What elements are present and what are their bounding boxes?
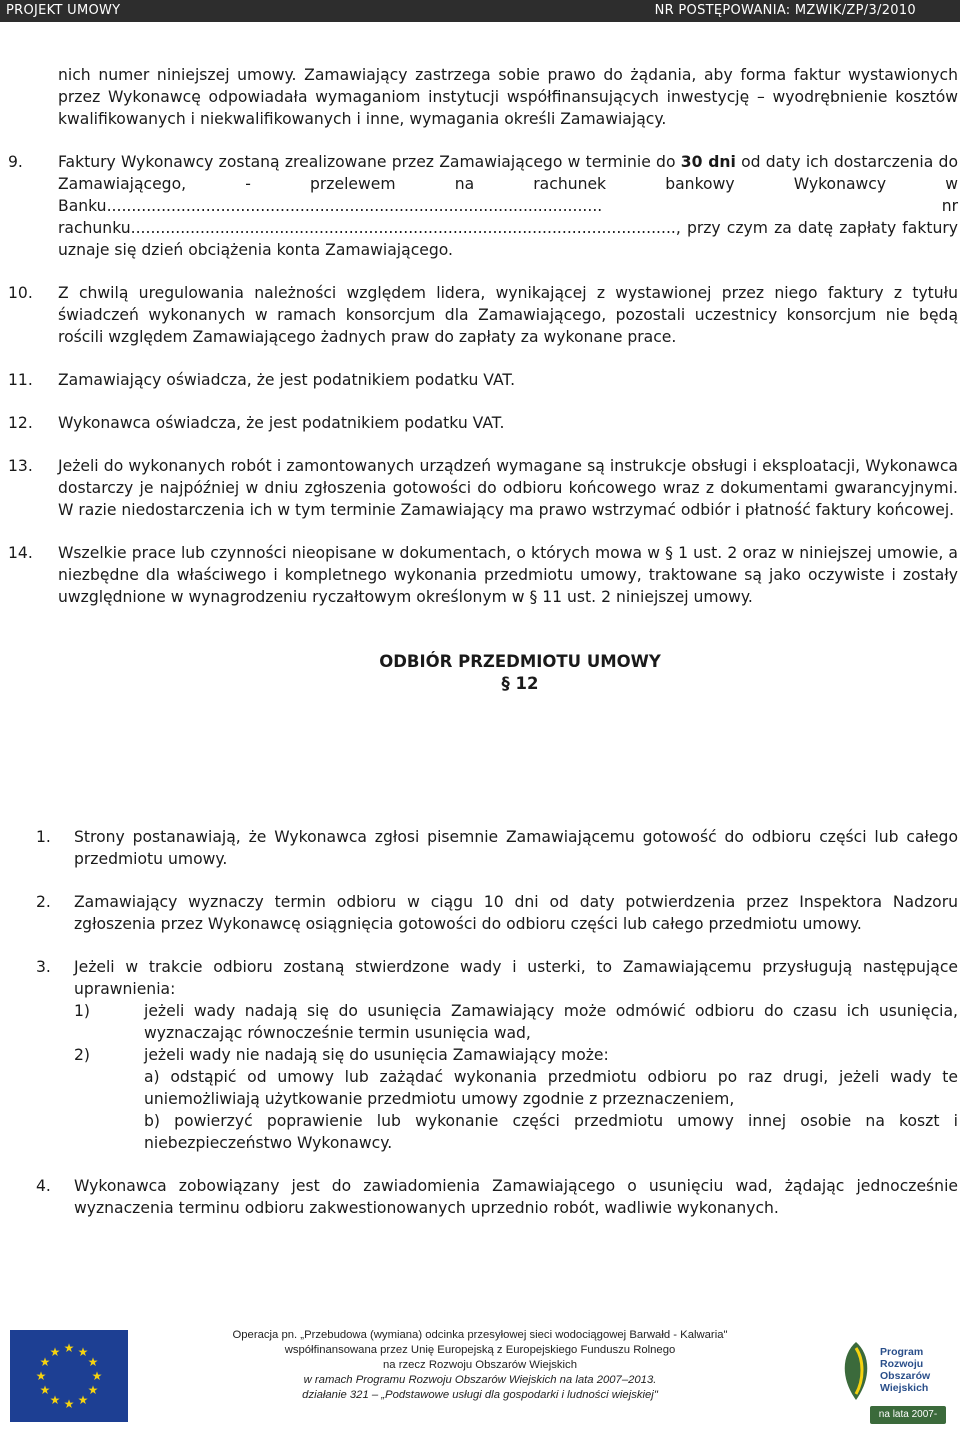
acceptance-list	[36, 826, 958, 1219]
item-text: Wszelkie prace lub czynności nieopisane w dokumentach, o których mowa w § 1 ust. 2 oraz w niniejszej umowie, a niezbędne dla właściwego i kompletnego wykonania przedmiotu umowy, traktowane są jako oczywiste i zostały uwzględnione w wynagrodzeniu ryczałtowym określonym w § 11 ust. 2 niniejszej umowy.	[58, 544, 958, 606]
item-number: 4.	[36, 1177, 51, 1195]
prow-leaf-icon	[836, 1340, 876, 1402]
svg-text:★: ★	[91, 1369, 103, 1383]
section-paragraph-number: § 12	[501, 674, 539, 693]
subitem-number: 2)	[74, 1046, 91, 1064]
item-number: 2.	[36, 893, 51, 911]
item-number: 3.	[36, 958, 51, 976]
subitem-text: jeżeli wady nadają się do usunięcia Zamawiający może odmówić odbioru do czasu ich usunięcia, wyznaczając równocześnie termin usunięcia wad,	[144, 1002, 958, 1042]
subitem-2	[74, 1044, 958, 1066]
acceptance-item-4	[36, 1175, 958, 1219]
prow-logo-text: Program Rozwoju Obszarów Wiejskich	[880, 1346, 931, 1394]
footer-text	[160, 1328, 800, 1403]
item-number: 10.	[8, 284, 33, 302]
footer-line-cofinancing: współfinansowana przez Unię Europejską z Europejskiego Funduszu Rolnego	[284, 1344, 676, 1356]
svg-text:★: ★	[87, 1355, 99, 1369]
subitem-text: jeżeli wady nie nadają się do usunięcia Zamawiający może:	[144, 1046, 609, 1064]
prow-years-badge: na lata 2007-2013	[870, 1406, 946, 1424]
page-header	[0, 0, 960, 22]
item-number: 11.	[8, 371, 33, 389]
list-item-9	[8, 151, 958, 261]
item-number: 13.	[8, 457, 33, 475]
subitem-2a: a) odstąpić od umowy lub zażądać wykonania przedmiotu odbioru po raz drugi, jeżeli wady te uniemożliwiają użytkowanie przedmiotu umowy zgodnie z przeznaczeniem,	[144, 1068, 958, 1108]
svg-text:★: ★	[49, 1345, 61, 1359]
footer-line-programme: w ramach Programu Rozwoju Obszarów Wiejskich na lata 2007–2013.	[303, 1374, 657, 1386]
svg-text:★: ★	[49, 1393, 61, 1407]
section-title: ODBIÓR PRZEDMIOTU UMOWY	[379, 652, 661, 671]
subitem-number: 1)	[74, 1002, 91, 1020]
svg-text:★: ★	[63, 1397, 75, 1411]
item-text: Wykonawca zobowiązany jest do zawiadomienia Zamawiającego o usunięciu wad, żądając jednocześnie wyznaczenia terminu odbioru zakwestionowanych uprzednio robót, wadliwie wykonanych.	[74, 1177, 958, 1217]
prow-logo	[836, 1332, 946, 1438]
header-procedure-number: NR POSTĘPOWANIA: MZWIK/ZP/3/2010	[654, 3, 916, 18]
list-item-14	[8, 542, 958, 608]
svg-text:★: ★	[35, 1369, 47, 1383]
item-text: Zamawiający oświadcza, że jest podatnikiem podatku VAT.	[58, 371, 516, 389]
list-item-12	[8, 412, 958, 434]
subitem-2b: b) powierzyć poprawienie lub wykonanie części przedmiotu umowy innej osobie na koszt i niebezpieczeństwo Wykonawcy.	[144, 1112, 958, 1152]
intro-paragraph: nich numer niniejszej umowy. Zamawiający zastrzega sobie prawo do żądania, aby forma faktur wystawionych przez Wykonawcę odpowiadała wymaganiom instytucji współfinansujących inwestycję – wyodrębnienie kosztów kwalifikowanych i niekwalifikowanych i inne, wymagania określi Zamawiający.	[58, 66, 958, 128]
svg-text:★: ★	[39, 1355, 51, 1369]
svg-text:★: ★	[77, 1345, 89, 1359]
item-number: 12.	[8, 414, 33, 432]
item-number: 9.	[8, 153, 23, 171]
svg-text:★: ★	[39, 1383, 51, 1397]
item-text: Jeżeli w trakcie odbioru zostaną stwierdzone wady i usterki, to Zamawiającemu przysługują następujące uprawnienia:	[74, 958, 958, 998]
footer-line-measure: działanie 321 – „Podstawowe usługi dla gospodarki i ludności wiejskiej"	[302, 1389, 658, 1401]
item-text: Wykonawca oświadcza, że jest podatnikiem podatku VAT.	[58, 414, 505, 432]
svg-text:★: ★	[87, 1383, 99, 1397]
list-item-13	[8, 455, 958, 521]
acceptance-item-1	[36, 826, 958, 870]
acceptance-item-2	[36, 891, 958, 935]
header-project-label: PROJEKT UMOWY	[6, 3, 121, 18]
acceptance-item-3	[36, 956, 958, 1154]
eu-flag-icon	[10, 1330, 128, 1422]
item-text: Strony postanawiają, że Wykonawca zgłosi pisemnie Zamawiającemu gotowość do odbioru części lub całego przedmiotu umowy.	[74, 828, 958, 868]
item-text: Jeżeli do wykonanych robót i zamontowanych urządzeń wymagane są instrukcje obsługi i eksploatacji, Wykonawca dostarczy je najpóźniej w dniu zgłoszenia gotowości do odbioru końcowego wraz z dokumentami gwarancyjnymi. W razie niedostarczenia ich w tym terminie Zamawiający ma prawo wstrzymać odbiór i płatność faktury końcowej.	[58, 457, 958, 519]
list-item-11	[8, 369, 958, 391]
svg-text:★: ★	[77, 1393, 89, 1407]
page-footer	[0, 1326, 960, 1438]
footer-line-operation: Operacja pn. „Przebudowa (wymiana) odcinka przesyłowej sieci wodociągowej Barwałd - Kalwaria"	[232, 1329, 728, 1341]
item-number: 1.	[36, 828, 51, 846]
item-number: 14.	[8, 544, 33, 562]
payment-term: 30 dni	[680, 153, 736, 171]
subitem-1	[74, 1000, 958, 1044]
item-text: Faktury Wykonawcy zostaną zrealizowane przez Zamawiającego w terminie do 30 dni od daty ich dostarczenia do Zamawiającego, - przelewem na rachunek bankowy Wykonawcy w Banku.................................................................................................... nr rachunku.............................................................................................................., przy czym za datę zapłaty faktury uznaje się dzień obciążenia konta Zamawiającego.	[58, 153, 958, 259]
document-body	[8, 64, 958, 695]
svg-text:★: ★	[63, 1341, 75, 1355]
list-item-10	[8, 282, 958, 348]
item-text: Zamawiający wyznaczy termin odbioru w ciągu 10 dni od daty potwierdzenia przez Inspektora Nadzoru zgłoszenia przez Wykonawcę osiągnięcia gotowości do odbioru części lub całego przedmiotu umowy.	[74, 893, 958, 933]
footer-line-fund: na rzecz Rozwoju Obszarów Wiejskich	[383, 1359, 577, 1371]
item-text: Z chwilą uregulowania należności względem lidera, wynikającej z wystawionej przez niego faktury z tytułu świadczeń wykonanych w ramach konsorcjum dla Zamawiającego, pozostali uczestnicy konsorcjum nie będą rościli względem Zamawiającego żadnych praw do zapłaty za wykonane prace.	[58, 284, 958, 346]
